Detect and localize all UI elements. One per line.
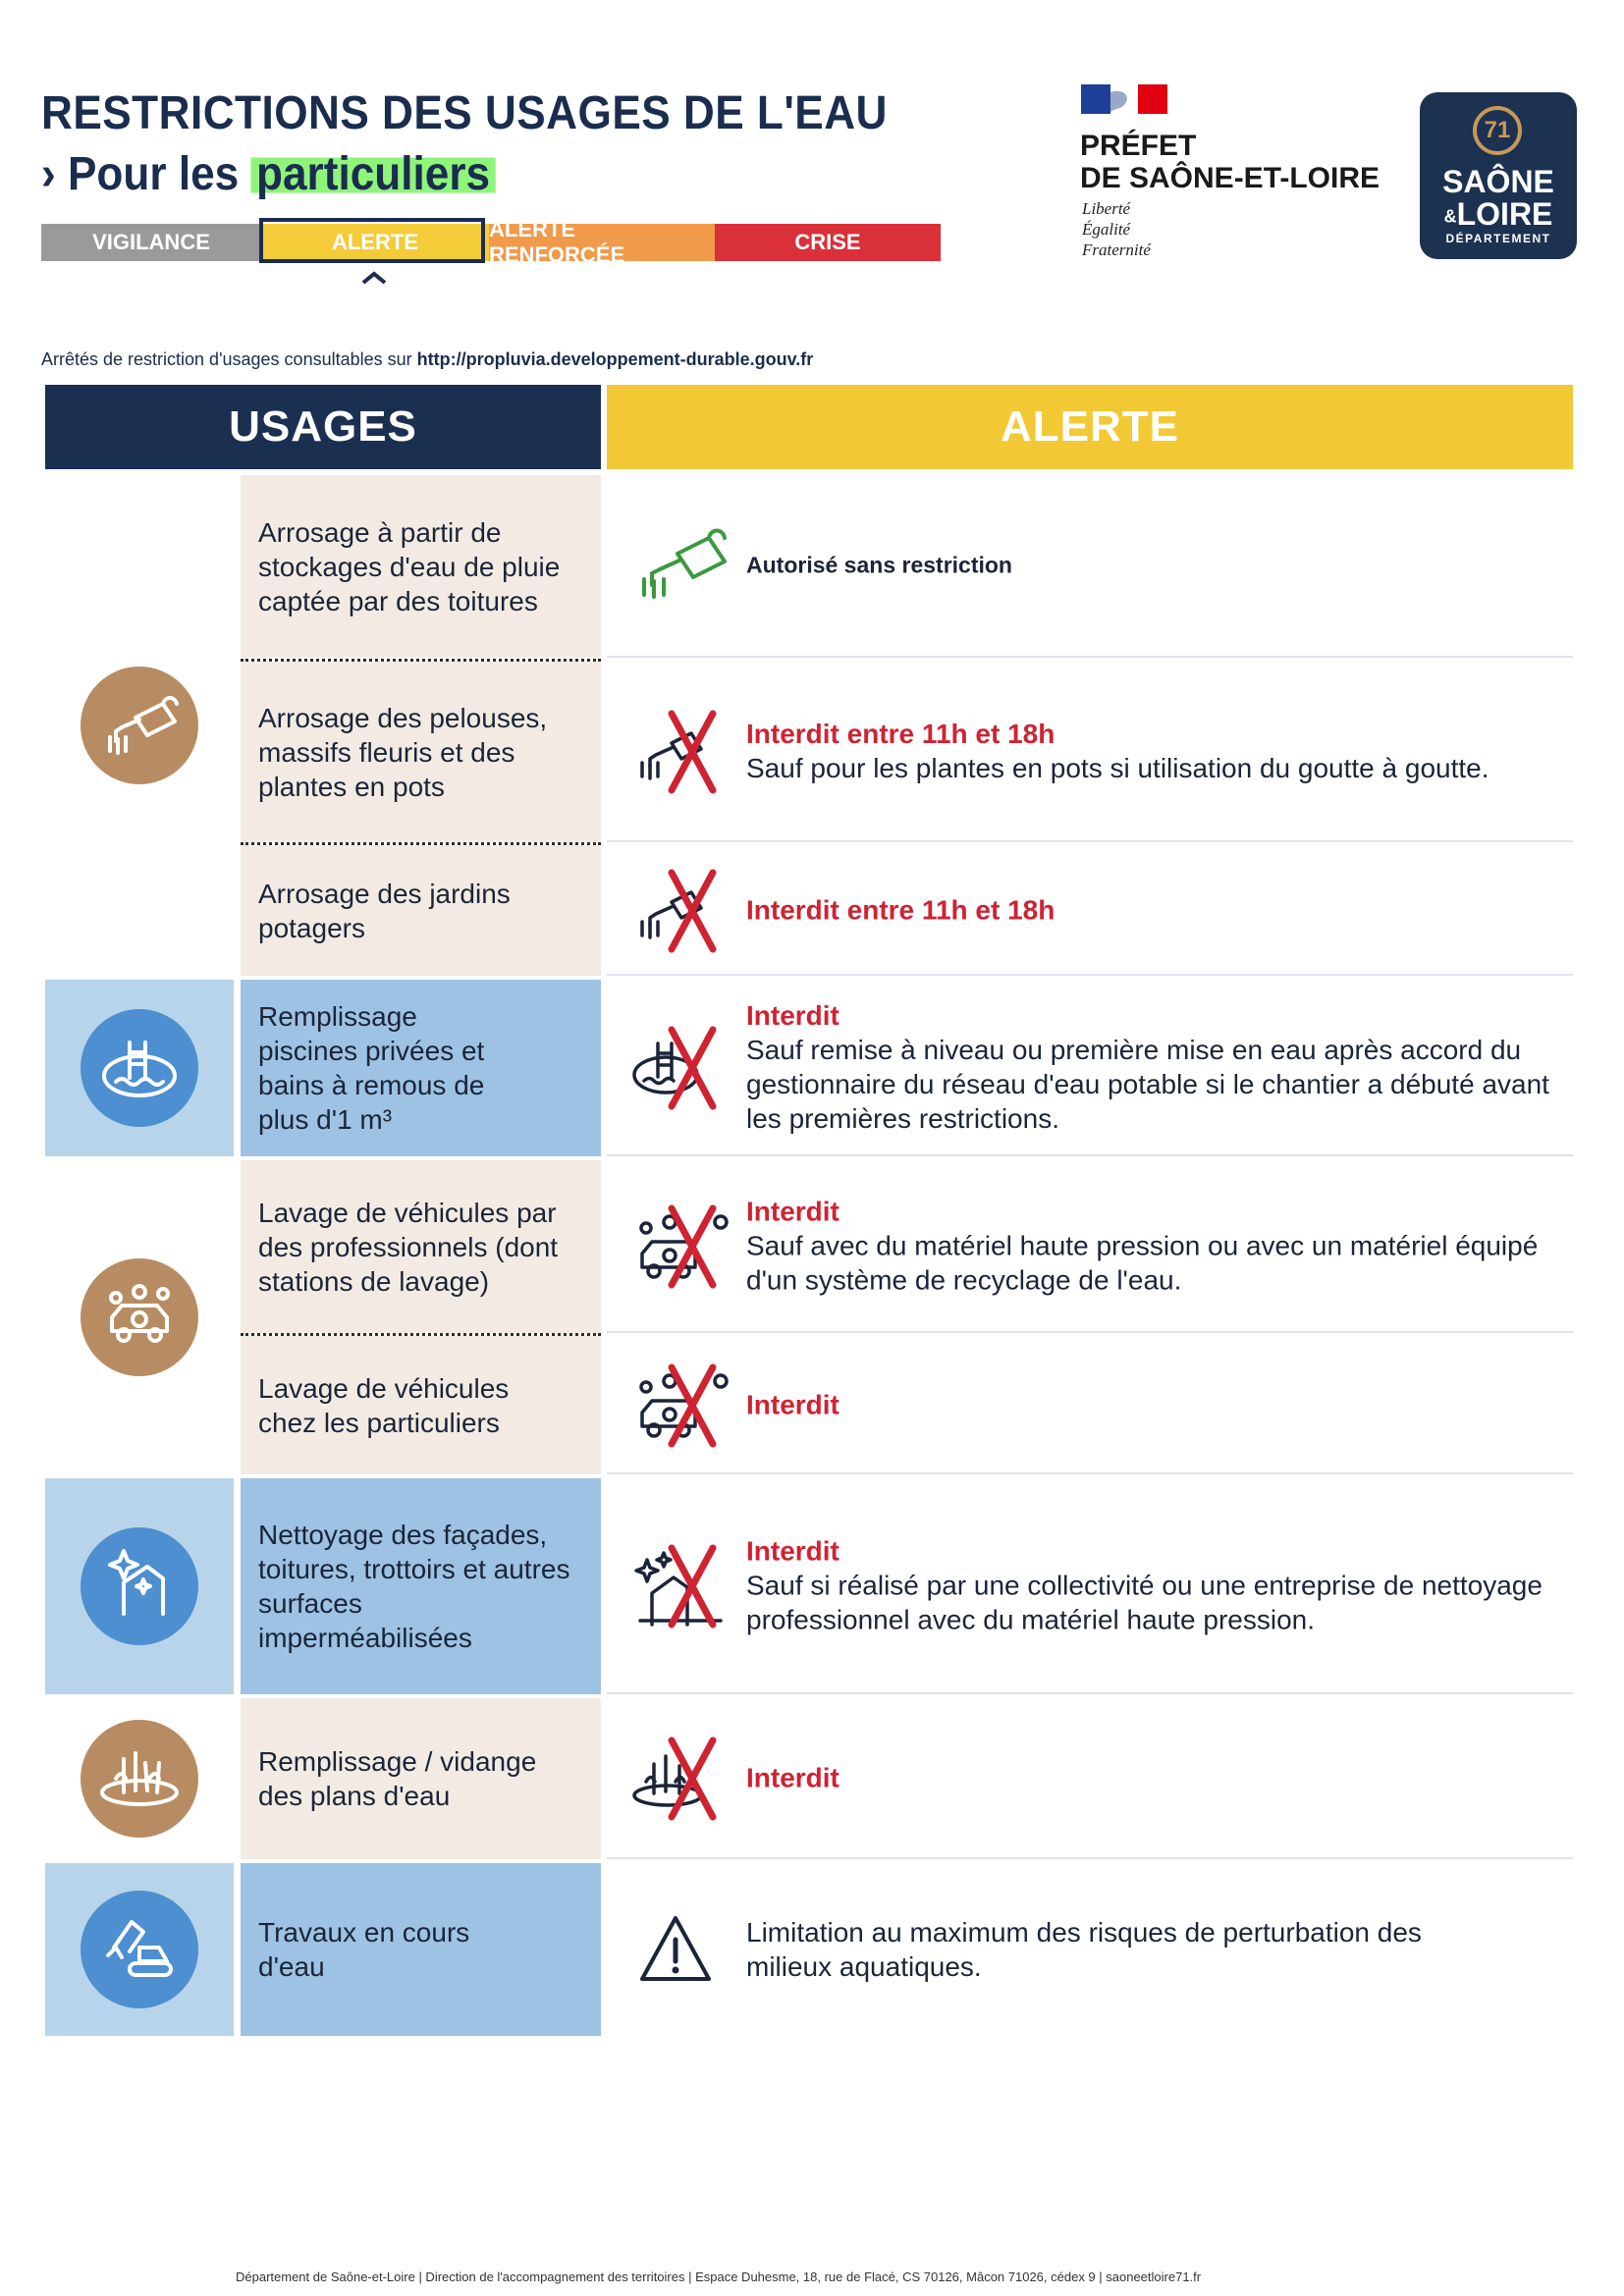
alerte-cell: [607, 475, 1573, 658]
usage-cell: [241, 1478, 601, 1694]
subtitle-highlight: particuliers: [250, 148, 495, 200]
alerte-text: [746, 1534, 1555, 1637]
watering-can-forbidden-icon: [626, 704, 736, 798]
motto-fraternite: Fraternité: [1082, 240, 1151, 259]
usage-cell: [241, 662, 601, 842]
page-footer: Département de Saône-et-Loire | Direction de l'accompagnement des territoires | Espace Duhesme, 18, rue de Flacé, CS 70126, Mâcon 71026, cédex 9 | saoneetloire71.fr: [236, 2269, 1202, 2284]
group-nettoyage: [45, 1478, 234, 1694]
usage-cell: [241, 980, 601, 1156]
usage-label: Arrosage des jardins potagers: [258, 878, 511, 943]
alerte-detail: Limitation au maximum des risques de perturbation des milieux aquatiques.: [746, 1917, 1422, 1982]
arretes-note: [41, 349, 813, 370]
facade-cleaning-forbidden-icon: [626, 1538, 736, 1632]
alerte-cell: [607, 980, 1573, 1156]
alerte-cell: [607, 1863, 1573, 2036]
alerte-cell: [607, 1478, 1573, 1694]
subtitle-prefix: › Pour les: [41, 148, 251, 200]
usage-cell: [241, 1160, 601, 1333]
pool-forbidden-icon: [626, 1020, 736, 1114]
departement-name-2: [1420, 197, 1577, 234]
group-plans-eau: [45, 1698, 234, 1859]
usage-label: Arrosage à partir de stockages d'eau de pluie captée par des toitures: [258, 516, 561, 616]
marianne-flag-icon: [1081, 84, 1167, 114]
usage-cell: [241, 845, 601, 976]
departement-name-1: SAÔNE: [1442, 164, 1554, 199]
alerte-title: Interdit: [746, 1535, 839, 1567]
watering-can-green-icon: [626, 518, 736, 613]
page-subtitle: [41, 147, 496, 202]
usage-cell: [241, 475, 601, 658]
pool-icon: [81, 1009, 198, 1127]
usage-label: Lavage de véhicules par des professionnels (dont stations de lavage): [258, 1197, 559, 1297]
alerte-title: Interdit: [746, 1389, 839, 1419]
group-lavage: [45, 1160, 234, 1474]
alerte-title: Interdit entre 11h et 18h: [746, 719, 1056, 749]
group-piscines: [45, 980, 234, 1156]
prefet-logo-text: [1080, 130, 1380, 194]
propluvia-link[interactable]: http://propluvia.developpement-durable.gouv.fr: [416, 349, 814, 369]
alerte-text: [746, 1915, 1555, 1984]
alerte-title: Interdit: [746, 1196, 839, 1227]
excavator-icon: [81, 1891, 198, 2008]
prefet-line2: DE SAÔNE-ET-LOIRE: [1080, 162, 1380, 194]
level-crise: CRISE: [715, 224, 941, 261]
column-header-usages: USAGES: [45, 385, 601, 469]
alerte-cell: [607, 845, 1573, 976]
chevron-up-icon: [361, 271, 387, 285]
alerte-cell: [607, 1698, 1573, 1859]
alerte-text: [746, 1761, 1555, 1795]
departement-logo: [1420, 92, 1577, 259]
departement-number: 71: [1473, 106, 1522, 155]
motto-liberte: Liberté: [1082, 199, 1131, 218]
alerte-text: [746, 1195, 1555, 1298]
warning-triangle-icon: [626, 1902, 736, 1997]
prefet-line1: PRÉFET: [1080, 130, 1197, 162]
usage-label: Remplissage piscines privées et bains à remous de plus d'1 m³: [258, 1001, 485, 1135]
alerte-cell: [607, 662, 1573, 842]
usage-label: Remplissage / vidange des plans d'eau: [258, 1746, 537, 1811]
level-alerte-renforcee: ALERTE RENFORCÉE: [489, 224, 715, 261]
alerte-text: [746, 1387, 1555, 1421]
alerte-cell: [607, 1336, 1573, 1474]
alerte-detail: Sauf remise à niveau ou première mise en eau après accord du gestionnaire du réseau d'eau potable si le chantier a débuté avant les premières restrictions.: [746, 1035, 1549, 1134]
group-travaux: [45, 1863, 234, 2036]
alerte-detail: Sauf pour les plantes en pots si utilisation du goutte à goutte.: [746, 753, 1489, 783]
pond-icon: [81, 1720, 198, 1838]
alerte-text: [746, 717, 1555, 785]
car-wash-forbidden-icon: [626, 1199, 736, 1293]
watering-can-icon: [81, 667, 198, 784]
usage-cell: [241, 1698, 601, 1859]
departement-label: DÉPARTEMENT: [1445, 232, 1551, 245]
usage-label: Lavage de véhicules chez les particuliers: [258, 1372, 510, 1438]
motto-egalite: Égalité: [1082, 220, 1131, 239]
watering-can-forbidden-icon: [626, 863, 736, 957]
alerte-text: [746, 998, 1555, 1136]
alerte-detail: Sauf si réalisé par une collectivité ou une entreprise de nettoyage professionnel avec du matériel haute pression.: [746, 1570, 1543, 1635]
sparkle-facade-icon: [81, 1527, 198, 1645]
departement-ampersand: &: [1443, 206, 1457, 227]
level-vigilance: VIGILANCE: [41, 224, 261, 261]
alerte-text: [746, 892, 1555, 927]
selected-level-frame: [259, 218, 485, 263]
usage-label: Travaux en cours d'eau: [258, 1917, 470, 1982]
arretes-text: Arrêtés de restriction d'usages consultables sur: [41, 349, 417, 369]
group-arrosage: [45, 475, 234, 976]
alerte-title: Interdit: [746, 1000, 839, 1031]
alerte-detail: Autorisé sans restriction: [746, 552, 1012, 578]
column-header-alerte: ALERTE: [607, 385, 1573, 469]
pond-forbidden-icon: [626, 1731, 736, 1825]
level-alerte: ALERTE: [261, 224, 489, 261]
departement-name-2-text: LOIRE: [1456, 196, 1553, 232]
alert-level-scale: [41, 217, 941, 267]
page-title: RESTRICTIONS DES USAGES DE L'EAU: [41, 87, 888, 139]
alerte-title: Interdit: [746, 1762, 839, 1793]
usage-cell: [241, 1336, 601, 1474]
republic-motto: [1082, 198, 1151, 260]
car-wash-forbidden-icon: [626, 1358, 736, 1452]
alerte-detail: Sauf avec du matériel haute pression ou avec un matériel équipé d'un système de recyclage de l'eau.: [746, 1230, 1539, 1296]
usage-label: Nettoyage des façades, toitures, trottoirs et autres surfaces imperméabilisées: [258, 1520, 570, 1653]
alerte-title: Interdit entre 11h et 18h: [746, 894, 1056, 925]
alerte-cell: [607, 1160, 1573, 1333]
usage-label: Arrosage des pelouses, massifs fleuris et des plantes en pots: [258, 702, 548, 802]
usage-cell: [241, 1863, 601, 2036]
car-wash-icon: [81, 1258, 198, 1376]
